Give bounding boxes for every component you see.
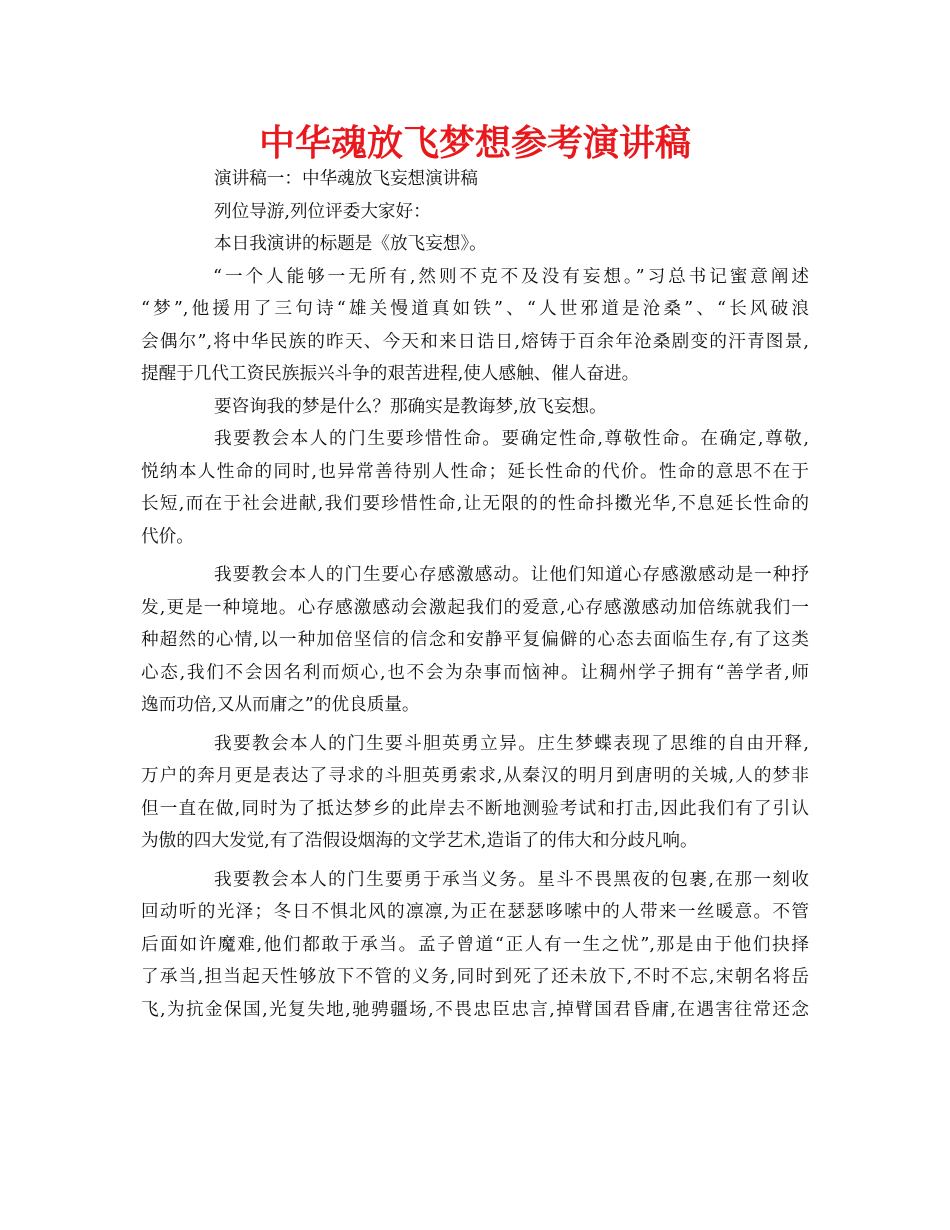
body-line: 我要教会本人的门生要珍惜性命。要确定性命,尊敬性命。在确定,尊敬, xyxy=(214,429,809,449)
body-line: 逸而功倍,又从而庸之”的优良质量。 xyxy=(141,695,420,715)
body-line: 飞,为抗金保国,光复失地,驰骋疆场,不畏忠臣忠言,掉臂国君昏庸,在遇害往常还念 xyxy=(141,999,809,1020)
body-line: 长短,而在于社会进献,我们要珍惜性命,让无限的的性命抖擞光华,不息延长性命的 xyxy=(141,494,809,514)
body-line: 心态,我们不会因名利而烦心,也不会为杂事而恼神。让稠州学子拥有“善学者,师 xyxy=(141,662,809,683)
body-line: 我要教会本人的门生要斗胆英勇立异。庄生梦蝶表现了思维的自由开释, xyxy=(214,733,809,754)
body-line: 列位导游,列位评委大家好： xyxy=(214,201,431,222)
body-line: 我要教会本人的门生要勇于承当义务。星斗不畏黑夜的包裹,在那一刻收 xyxy=(214,869,809,890)
body-line: 了承当,担当起天性够放下不管的义务,同时到死了还未放下,不时不忘,宋朝名将岳 xyxy=(141,967,809,987)
document-body xyxy=(141,163,809,1026)
body-line: 发,更是一种境地。心存感激感动会激起我们的爱意,心存感激感动加倍练就我们一 xyxy=(141,597,809,618)
body-line: 要咨询我的梦是什么？那确实是教诲梦,放飞妄想。 xyxy=(214,396,607,417)
body-line: 回动听的光泽；冬日不惧北风的凛凛,为正在瑟瑟哆嗦中的人带来一丝暖意。不管 xyxy=(141,902,809,922)
body-line: 为傲的四大发觉,有了浩假设烟海的文学艺术,造诣了的伟大和分歧凡响。 xyxy=(141,831,698,851)
body-line: 种超然的心情,以一种加倍坚信的信念和安静平复偏僻的心态去面临生存,有了这类 xyxy=(141,630,809,650)
body-line: 悦纳本人性命的同时,也异常善待别人性命；延长性命的代价。性命的意思不在于 xyxy=(141,461,809,482)
body-line: “一个人能够一无所有,然则不克不及没有妄想。”习总书记蜜意阐述 xyxy=(213,266,809,287)
body-line: 会偶尔”,将中华民族的昨天、今天和来日诰日,熔铸于百余年沧桑剧变的汗青图景, xyxy=(141,331,809,352)
body-line: 提醒于几代工资民族振兴斗争的艰苦进程,使人感触、催人奋进。 xyxy=(141,364,640,384)
body-line: 本日我演讲的标题是《放飞妄想》。 xyxy=(214,234,487,254)
body-line: “梦”,他援用了三句诗“雄关慢道真如铁”、“人世邪道是沧桑”、“长风破浪 xyxy=(141,299,809,319)
body-line: 演讲稿一：中华魂放飞妄想演讲稿 xyxy=(214,169,478,189)
body-line: 我要教会本人的门生要心存感激感动。让他们知道心存感激感动是一种抒 xyxy=(214,565,809,585)
body-line: 但一直在做,同时为了抵达梦乡的此岸去不断地测验考试和打击,因此我们有了引认 xyxy=(141,798,809,819)
body-line: 代价。 xyxy=(141,526,194,547)
body-line: 万户的奔月更是表达了寻求的斗胆英勇索求,从秦汉的明月到唐明的关城,人的梦非 xyxy=(141,766,809,786)
document-title: 中华魂放飞梦想参考演讲稿 xyxy=(258,123,691,164)
body-line: 后面如许魔难,他们都敢于承当。孟子曾道“正人有一生之忧”,那是由于他们抉择 xyxy=(141,934,809,955)
